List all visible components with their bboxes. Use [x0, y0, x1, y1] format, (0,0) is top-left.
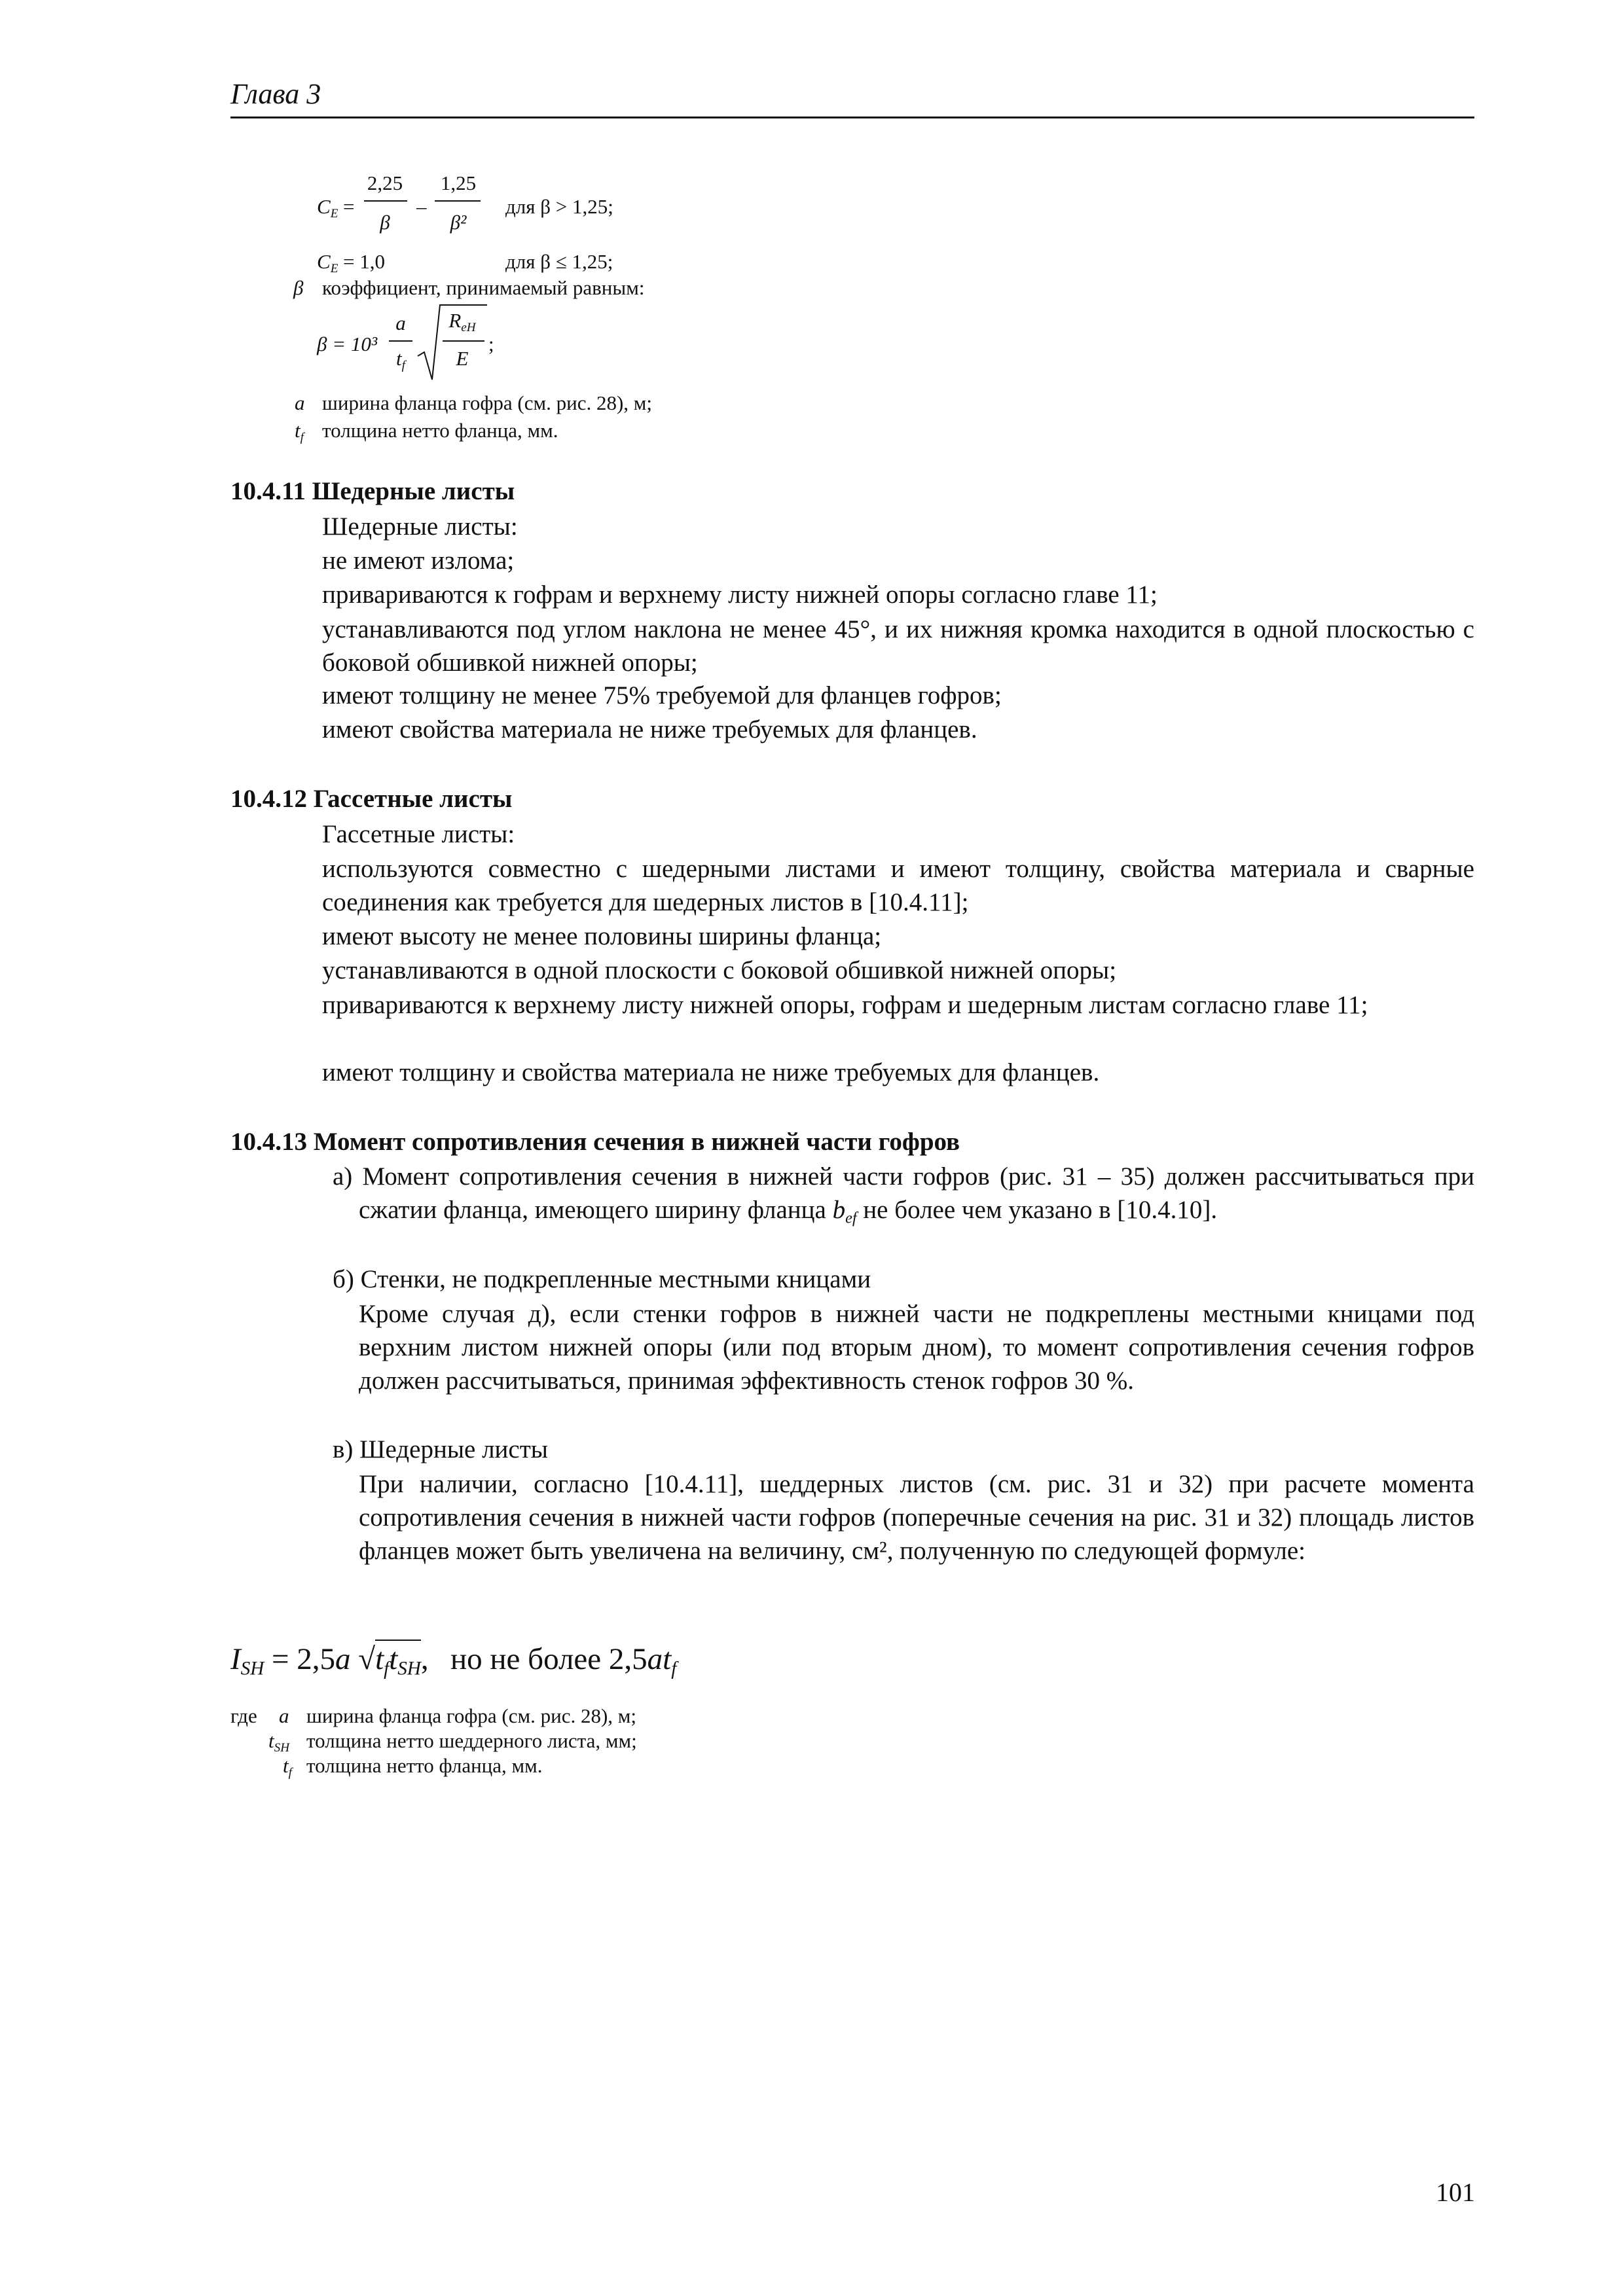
a-description: ширина фланца гофра (см. рис. 28), м; [322, 391, 653, 414]
header-rule [230, 117, 1474, 118]
sec12-line-4: устанавливаются в одной плоскости с боковой обшивкой нижней опоры; [322, 956, 1117, 984]
ce-symbol: $C_E$ [317, 195, 338, 221]
sec12-line-3: имеют высоту не менее половины ширины фланца; [322, 922, 882, 950]
ish-limit: но не более $2,5at_f$ [450, 1642, 677, 1679]
sec11-line-6: имеют свойства материала не ниже требуемых для фланцев. [322, 715, 977, 744]
condition-1: для β > 1,25; [505, 195, 613, 218]
minus-sign: – [416, 195, 427, 218]
fraction-2-denominator: β² [450, 211, 467, 234]
sec12-line-6: имеют толщину и свойства материала не ниже требуемых для фланцев. [322, 1058, 1100, 1086]
sec11-line-2: не имеют излома; [322, 547, 515, 575]
item-b-title: б) Стенки, не подкрепленные местными кницами [333, 1265, 871, 1293]
sec11-line-4: устанавливаются под углом наклона не менее 45°, и их нижняя кромка находится в одной плоскостью с боковой обшивкой нижней опоры; [322, 615, 1474, 677]
item-a-paragraph: а) Момент сопротивления сечения в нижней части гофров (рис. 31 – 35) должен рассчитываться при сжатии фланца, имеющего ширину фланца $b_{ef}$ не более чем указано в [10.4.10]. [333, 1162, 1474, 1227]
sec12-line-2: используются совместно с шедерными листами и имеют толщину, свойства материала и сварные соединения как требуется для шедерных листов в [10.4.11]; [322, 855, 1474, 916]
tf-symbol-2: $t_f$ [283, 1754, 292, 1780]
section-10-4-11-title: 10.4.11 Шедерные листы [230, 477, 515, 505]
root-semicolon: ; [488, 332, 494, 355]
item-c-title: в) Шедерные листы [333, 1435, 548, 1463]
beta-description: коэффициент, принимаемый равным: [322, 276, 645, 299]
beta-equation: β = 10³ [317, 332, 378, 355]
tf-description: толщина нетто фланца, мм. [322, 419, 558, 442]
page-number: 101 [1436, 2178, 1475, 2207]
a-symbol: a [295, 391, 305, 414]
equals-sign: = [343, 195, 355, 218]
fraction-2-numerator: 1,25 [440, 171, 477, 194]
section-10-4-12-title: 10.4.12 Гассетные листы [230, 785, 513, 813]
condition-2: для β ≤ 1,25; [505, 250, 613, 273]
root-fraction-bar [443, 340, 484, 342]
a-description-2: ширина фланца гофра (см. рис. 28), м; [306, 1704, 637, 1727]
sec12-line-1: Гассетные листы: [322, 820, 515, 848]
ce-symbol-2: $C_E$ [317, 250, 338, 276]
root-denominator: E [456, 347, 469, 370]
fraction-2-bar [435, 200, 481, 202]
fraction-1-numerator: 2,25 [367, 171, 403, 194]
item-b-text: Кроме случая д), если стенки гофров в нижней части не подкреплены местными кницами под верхним листом нижней опоры (или под вторым дном), то момент сопротивления сечения гофров должен рассчитываться, принимая эффективность стенок гофров 30 %. [359, 1300, 1474, 1395]
tf-description-2: толщина нетто фланца, мм. [306, 1754, 543, 1777]
item-c-text: При наличии, согласно [10.4.11], шеддерных листов (см. рис. 31 и 32) при расчете момента сопротивления сечения в нижней части гофров (поперечные сечения на рис. 31 и 32) площадь листов фланцев может быть увеличена на величину, см², полученную по следующей формуле: [359, 1470, 1474, 1565]
where-label: где [230, 1704, 257, 1727]
beta-symbol: β [293, 276, 304, 299]
root-numerator: $R_{eH}$ [448, 309, 476, 334]
tf-denominator: $t_f$ [396, 347, 405, 372]
tsh-description: толщина нетто шеддерного листа, мм; [306, 1729, 637, 1752]
tsh-symbol: $t_{SH}$ [268, 1729, 290, 1755]
ish-formula: $I_{SH} = 2,5a$ $√t_ft_{SH}$, [230, 1641, 429, 1680]
fraction-1-denominator: β [380, 211, 390, 234]
sec11-line-5: имеют толщину не менее 75% требуемой для фланцев гофров; [322, 681, 1002, 709]
ce-equals-value: = 1,0 [343, 250, 385, 273]
a-symbol-2: a [279, 1704, 289, 1727]
fraction-1-bar [364, 200, 407, 202]
section-10-4-13-title: 10.4.13 Момент сопротивления сечения в нижней части гофров [230, 1128, 960, 1156]
sec11-line-3: привариваются к гофрам и верхнему листу нижней опоры согласно главе 11; [322, 581, 1158, 609]
a-numerator: a [395, 312, 406, 334]
sec12-line-5: привариваются к верхнему листу нижней опоры, гофрам и шедерным листам согласно главе 11; [322, 991, 1368, 1019]
a-over-tf-bar [389, 340, 412, 342]
sec11-line-1: Шедерные листы: [322, 512, 518, 541]
chapter-header: Глава 3 [230, 78, 321, 110]
tf-symbol: $t_f$ [295, 419, 304, 444]
